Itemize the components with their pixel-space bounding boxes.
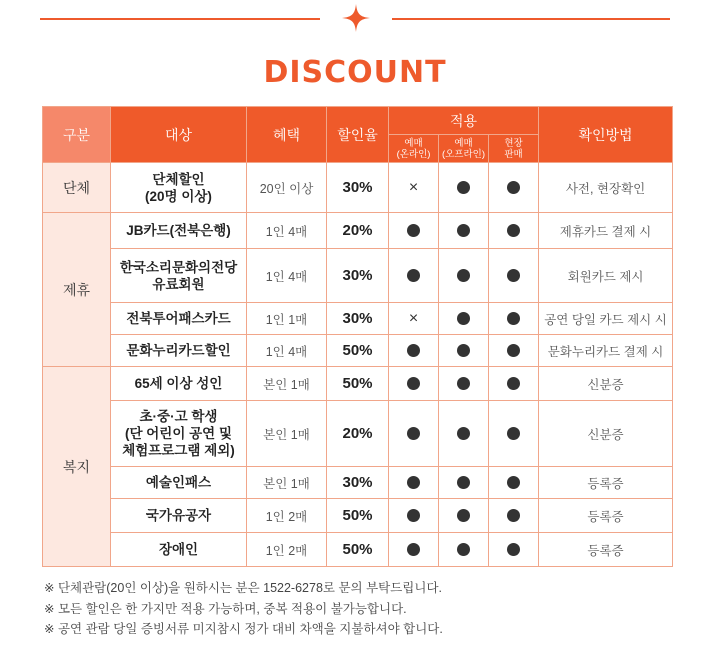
verify-cell: 신분증 [539,367,673,401]
available-dot-icon [507,476,520,489]
apply-online-cell [389,249,439,303]
benefit-cell: 1인 1매 [247,303,327,335]
apply-offline-cell [439,163,489,213]
apply-onsite-cell [489,467,539,499]
apply-offline-cell [439,467,489,499]
group-label: 제휴 [43,213,111,367]
available-dot-icon [407,224,420,237]
note-item: ※ 공연 관람 당일 증빙서류 미지참시 정가 대비 차액을 지불하셔야 합니다. [44,622,443,636]
rate-cell: 50% [327,367,389,401]
target-cell: 예술인패스 [111,467,247,499]
available-dot-icon [457,476,470,489]
target-cell: JB카드(전북은행) [111,213,247,249]
benefit-cell: 본인 1매 [247,467,327,499]
apply-offline-cell [439,335,489,367]
target-cell: 한국소리문화의전당 유료회원 [111,249,247,303]
table-row [43,303,673,335]
available-dot-icon [407,509,420,522]
table-row [43,213,673,249]
unavailable-cross-icon: × [408,178,419,196]
apply-online-cell [389,401,439,467]
benefit-cell: 본인 1매 [247,401,327,467]
rate-cell: 30% [327,303,389,335]
apply-onsite-cell [489,303,539,335]
group-label: 단체 [43,163,111,213]
table-row [43,367,673,401]
apply-online-cell [389,499,439,533]
header-category: 구분 [43,107,111,163]
available-dot-icon [407,269,420,282]
apply-onsite-cell [489,367,539,401]
divider-left [40,18,320,20]
benefit-cell: 1인 4매 [247,335,327,367]
apply-offline-cell [439,303,489,335]
available-dot-icon [457,344,470,357]
apply-onsite-cell [489,213,539,249]
benefit-cell: 1인 2매 [247,533,327,567]
target-cell: 장애인 [111,533,247,567]
note-item: ※ 단체관람(20인 이상)을 원하시는 분은 1522-6278로 문의 부탁드립니다. [44,581,442,595]
available-dot-icon [507,269,520,282]
available-dot-icon [457,224,470,237]
rate-cell: 20% [327,401,389,467]
apply-online-cell [389,367,439,401]
apply-online-cell [389,163,439,213]
available-dot-icon [507,344,520,357]
verify-cell: 회원카드 제시 [539,249,673,303]
available-dot-icon [407,427,420,440]
notes [44,578,443,640]
target-cell: 초·중·고 학생 (단 어린이 공연 및 체험프로그램 제외) [111,401,247,467]
note-item: ※ 모든 할인은 한 가지만 적용 가능하며, 중복 적용이 불가능합니다. [44,601,407,616]
verify-cell: 등록증 [539,467,673,499]
available-dot-icon [407,476,420,489]
apply-onsite-cell [489,163,539,213]
target-cell: 65세 이상 성인 [111,367,247,401]
rate-cell: 50% [327,533,389,567]
table-row [43,335,673,367]
target-cell: 단체할인 (20명 이상) [111,163,247,213]
apply-onsite-cell [489,533,539,567]
benefit-cell: 1인 2매 [247,499,327,533]
verify-cell: 공연 당일 카드 제시 시 [539,303,673,335]
apply-online-cell [389,303,439,335]
available-dot-icon [457,269,470,282]
sparkle-icon [340,2,372,34]
available-dot-icon [507,509,520,522]
available-dot-icon [507,377,520,390]
target-cell: 국가유공자 [111,499,247,533]
rate-cell: 30% [327,249,389,303]
apply-onsite-cell [489,249,539,303]
table-row [43,163,673,213]
unavailable-cross-icon: × [408,309,419,327]
verify-cell: 사전, 현장확인 [539,163,673,213]
discount-table [42,106,673,567]
available-dot-icon [457,377,470,390]
header-verify: 확인방법 [539,107,673,163]
apply-online-cell [389,213,439,249]
target-cell: 문화누리카드할인 [111,335,247,367]
table-row [43,533,673,567]
apply-online-cell [389,335,439,367]
apply-offline-cell [439,533,489,567]
apply-onsite-cell [489,335,539,367]
benefit-cell: 20인 이상 [247,163,327,213]
header-benefit: 혜택 [247,107,327,163]
apply-offline-cell [439,249,489,303]
header-target: 대상 [111,107,247,163]
table-row [43,467,673,499]
rate-cell: 30% [327,163,389,213]
apply-offline-cell [439,401,489,467]
apply-offline-cell [439,499,489,533]
available-dot-icon [507,181,520,194]
header-apply-sub: 예매 (오프라인) [439,135,489,163]
available-dot-icon [457,312,470,325]
available-dot-icon [507,543,520,556]
apply-onsite-cell [489,499,539,533]
top-decoration [0,0,710,46]
apply-onsite-cell [489,401,539,467]
rate-cell: 30% [327,467,389,499]
divider-right [392,18,670,20]
available-dot-icon [457,181,470,194]
available-dot-icon [507,312,520,325]
verify-cell: 등록증 [539,533,673,567]
benefit-cell: 본인 1매 [247,367,327,401]
header-apply-sub: 예매 (온라인) [389,135,439,163]
target-cell: 전북투어패스카드 [111,303,247,335]
header-apply-sub: 현장 판매 [489,135,539,163]
available-dot-icon [507,224,520,237]
available-dot-icon [457,427,470,440]
rate-cell: 50% [327,335,389,367]
available-dot-icon [407,543,420,556]
benefit-cell: 1인 4매 [247,249,327,303]
benefit-cell: 1인 4매 [247,213,327,249]
available-dot-icon [457,543,470,556]
verify-cell: 문화누리카드 결제 시 [539,335,673,367]
apply-online-cell [389,533,439,567]
available-dot-icon [407,344,420,357]
rate-cell: 20% [327,213,389,249]
available-dot-icon [407,377,420,390]
verify-cell: 등록증 [539,499,673,533]
verify-cell: 제휴카드 결제 시 [539,213,673,249]
table-row [43,499,673,533]
header-apply: 적용 [389,107,539,135]
apply-offline-cell [439,213,489,249]
header-rate: 할인율 [327,107,389,163]
apply-offline-cell [439,367,489,401]
page-title: DISCOUNT [263,55,447,90]
available-dot-icon [507,427,520,440]
table-row [43,249,673,303]
table-row [43,401,673,467]
rate-cell: 50% [327,499,389,533]
available-dot-icon [457,509,470,522]
apply-online-cell [389,467,439,499]
group-label: 복지 [43,367,111,567]
verify-cell: 신분증 [539,401,673,467]
